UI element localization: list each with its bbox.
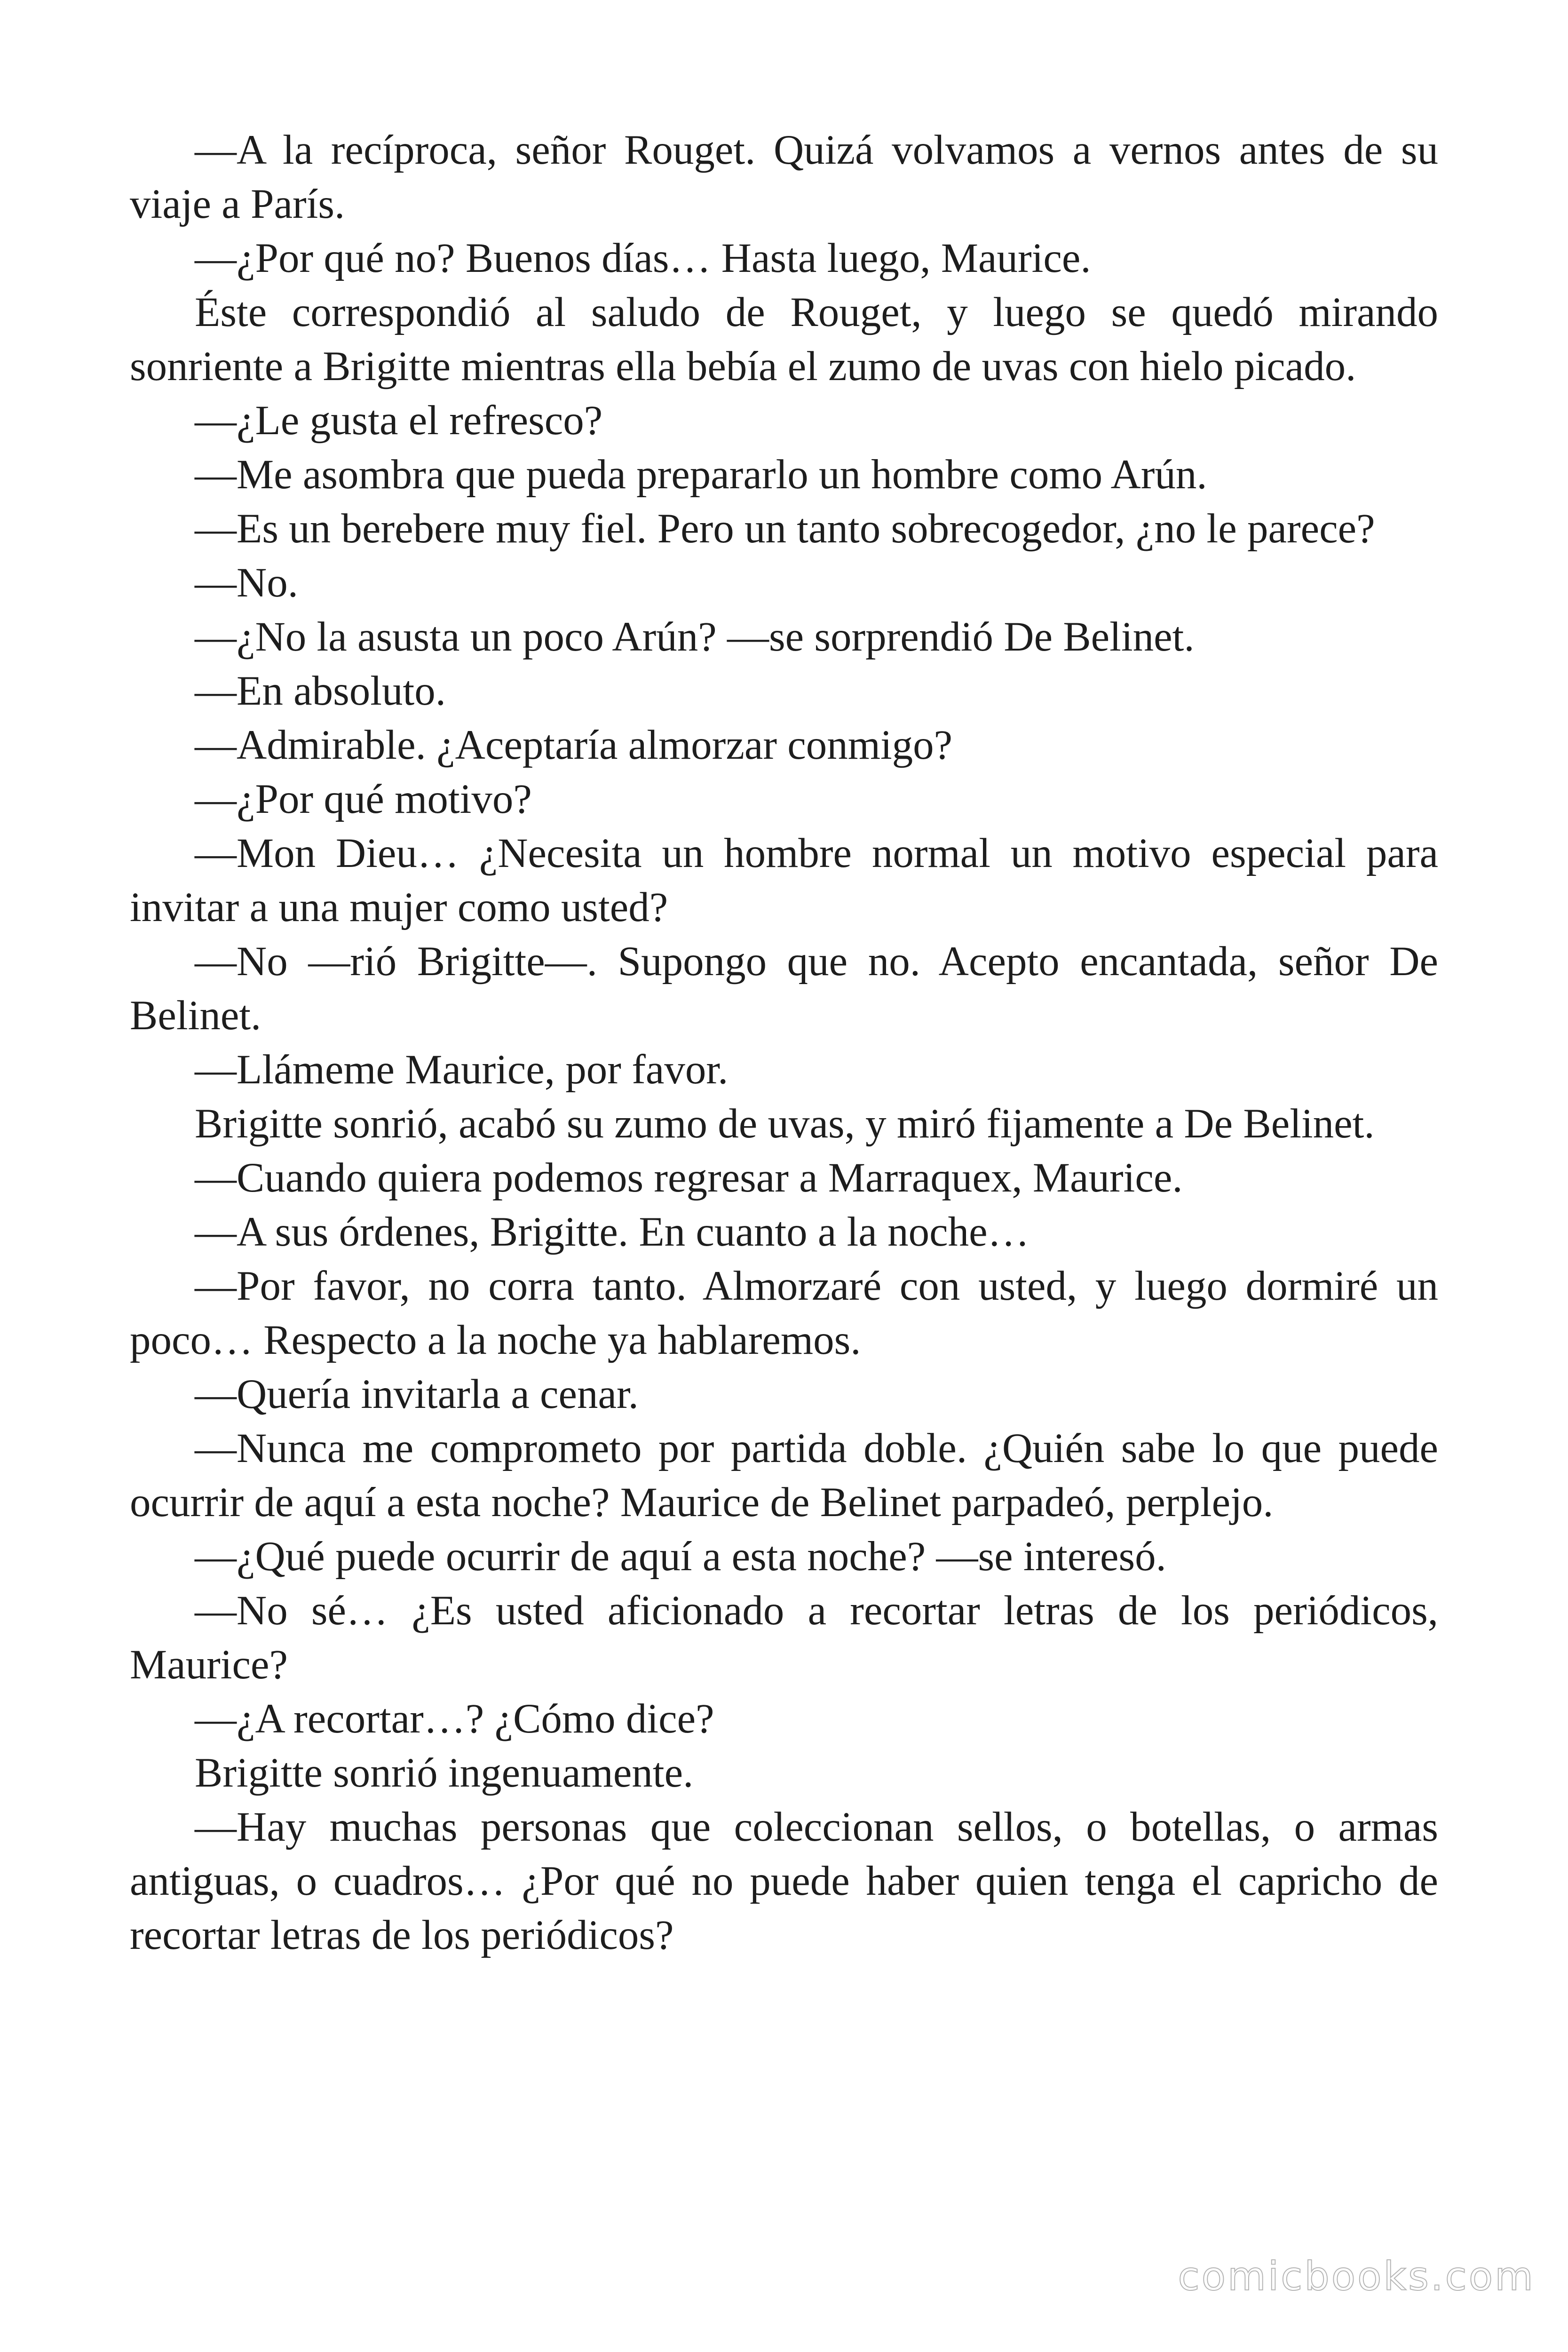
paragraph: —Llámeme Maurice, por favor.	[195, 1047, 729, 1093]
page-body	[130, 123, 1438, 1963]
paragraph: —No sé… ¿Es usted aficionado a recortar letras de los periódicos, Maurice?	[130, 1588, 1438, 1688]
paragraph: —¿A recortar…? ¿Cómo dice?	[195, 1696, 714, 1742]
paragraph: —No.	[195, 560, 299, 606]
paragraph: —¿No la asusta un poco Arún? —se sorprendió De Belinet.	[195, 614, 1195, 660]
paragraph: —Mon Dieu… ¿Necesita un hombre normal un motivo especial para invitar a una mujer como usted?	[130, 830, 1438, 930]
paragraph: —Hay muchas personas que coleccionan sellos, o botellas, o armas antiguas, o cuadros… ¿Por qué no puede haber quien tenga el capricho de recortar letras de los periódicos?	[130, 1804, 1438, 1958]
paragraph: —Cuando quiera podemos regresar a Marraquex, Maurice.	[195, 1155, 1183, 1201]
watermark: comicbooks.com	[1178, 2253, 1535, 2299]
paragraph: —Admirable. ¿Aceptaría almorzar conmigo?	[195, 722, 953, 768]
paragraph: —Por favor, no corra tanto. Almorzaré con usted, y luego dormiré un poco… Respecto a la noche ya hablaremos.	[130, 1263, 1438, 1363]
paragraph: —¿Por qué motivo?	[195, 776, 532, 822]
paragraph: —Me asombra que pueda prepararlo un hombre como Arún.	[195, 452, 1207, 498]
paragraph: —¿Le gusta el refresco?	[195, 397, 603, 444]
paragraph: Éste correspondió al saludo de Rouget, y luego se quedó mirando sonriente a Brigitte mientras ella bebía el zumo de uvas con hielo picado.	[130, 289, 1438, 389]
paragraph: —Quería invitarla a cenar.	[195, 1371, 639, 1417]
paragraph: —Nunca me comprometo por partida doble. ¿Quién sabe lo que puede ocurrir de aquí a esta noche? Maurice de Belinet parpadeó, perplejo.	[130, 1425, 1438, 1526]
paragraph: Brigitte sonrió ingenuamente.	[195, 1750, 694, 1796]
paragraph: —En absoluto.	[195, 668, 446, 714]
paragraph: —¿Por qué no? Buenos días… Hasta luego, Maurice.	[195, 235, 1091, 281]
paragraph: —A sus órdenes, Brigitte. En cuanto a la noche…	[195, 1209, 1029, 1255]
paragraph: Brigitte sonrió, acabó su zumo de uvas, y miró fijamente a De Belinet.	[195, 1101, 1375, 1147]
paragraph: —No —rió Brigitte—. Supongo que no. Acepto encantada, señor De Belinet.	[130, 938, 1438, 1039]
paragraph: —A la recíproca, señor Rouget. Quizá volvamos a vernos antes de su viaje a París.	[130, 127, 1438, 227]
paragraph: —Es un berebere muy fiel. Pero un tanto sobrecogedor, ¿no le parece?	[195, 506, 1375, 552]
paragraph: —¿Qué puede ocurrir de aquí a esta noche? —se interesó.	[195, 1534, 1166, 1580]
